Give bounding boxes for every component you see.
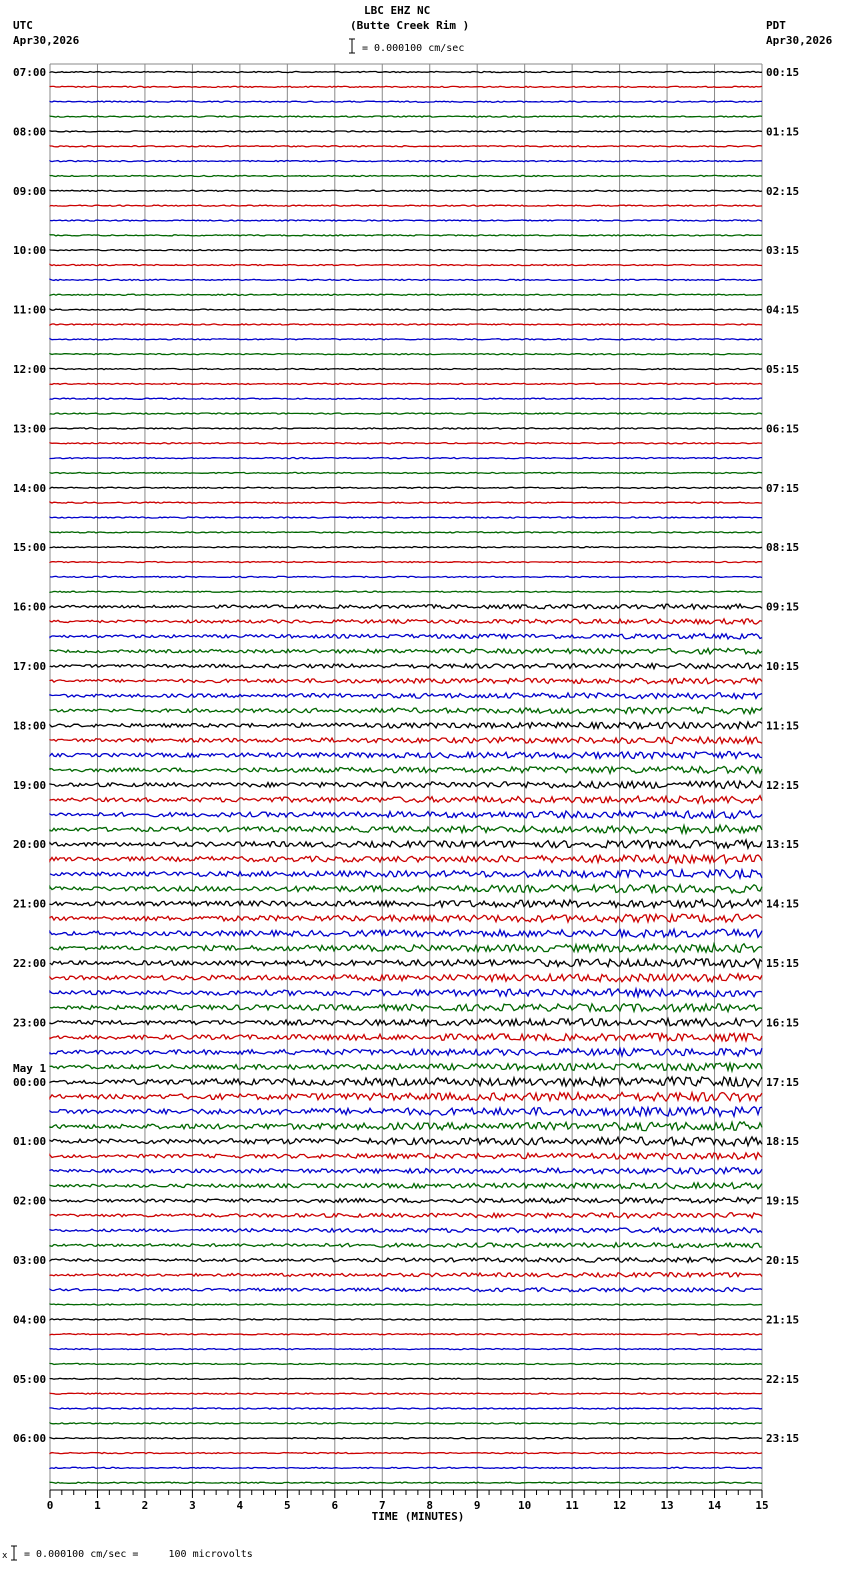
pdt-hour-label: 06:15 <box>766 422 800 436</box>
seismic-trace <box>50 190 762 191</box>
seismic-trace <box>50 383 762 384</box>
seismic-trace <box>50 1183 762 1189</box>
pdt-hour-label: 07:15 <box>766 481 800 495</box>
utc-hour-label: 17:00 <box>13 660 47 673</box>
utc-hour-label: 07:00 <box>13 66 47 79</box>
x-tick-label: 9 <box>473 1499 481 1512</box>
seismic-trace <box>50 1423 762 1424</box>
seismic-trace <box>50 146 762 147</box>
utc-hour-label: 10:00 <box>13 244 47 258</box>
seismic-trace <box>50 1243 762 1248</box>
seismic-trace <box>50 131 762 132</box>
utc-hour-label: 09:00 <box>13 184 47 198</box>
seismic-trace <box>50 1349 762 1350</box>
seismic-trace <box>50 235 762 236</box>
x-tick-label: 4 <box>236 1499 244 1512</box>
seismic-trace <box>50 1168 762 1174</box>
pdt-hour-label: 22:15 <box>766 1372 800 1386</box>
seismic-trace <box>50 368 762 369</box>
seismic-trace <box>50 502 762 503</box>
pdt-hour-label: 05:15 <box>766 363 800 376</box>
seismic-trace <box>50 443 762 444</box>
x-tick-label: 14 <box>707 1499 722 1512</box>
seismic-trace <box>50 974 762 982</box>
seismic-trace <box>50 1363 762 1364</box>
seismic-trace <box>50 220 762 221</box>
seismic-trace <box>50 116 762 117</box>
pdt-hour-label: 03:15 <box>766 244 800 258</box>
pdt-hour-label: 21:15 <box>766 1313 800 1327</box>
seismic-trace <box>50 101 762 102</box>
left-date: Apr30,2026 <box>13 34 80 47</box>
seismic-trace <box>50 547 762 548</box>
seismic-trace <box>50 205 762 206</box>
seismic-trace <box>50 532 762 533</box>
seismic-trace <box>50 1092 762 1101</box>
seismic-trace <box>50 354 762 355</box>
utc-hour-label: 03:00 <box>13 1254 47 1267</box>
seismic-trace <box>50 458 762 459</box>
seismic-trace <box>50 1137 762 1146</box>
footer-scale-text: = 0.000100 cm/sec = 100 microvolts <box>24 1549 253 1560</box>
seismic-trace <box>50 693 762 699</box>
pdt-hour-label: 04:15 <box>766 303 800 317</box>
seismic-trace <box>50 265 762 266</box>
x-tick-label: 12 <box>612 1499 627 1512</box>
pdt-hour-label: 10:15 <box>766 660 800 673</box>
pdt-hour-label: 08:15 <box>766 541 800 555</box>
date-change-label: May 1 <box>13 1061 47 1075</box>
utc-hour-label: 04:00 <box>13 1313 47 1327</box>
utc-hour-label: 22:00 <box>13 957 47 970</box>
seismic-trace <box>50 1453 762 1454</box>
time-grid <box>50 64 762 1490</box>
pdt-hour-label: 16:15 <box>766 1016 800 1030</box>
pdt-hour-label: 17:15 <box>766 1075 800 1089</box>
utc-hour-label: 21:00 <box>13 897 47 911</box>
seismic-trace <box>50 1482 762 1483</box>
seismic-trace <box>50 944 762 953</box>
seismic-trace <box>50 86 762 87</box>
utc-hour-label: 18:00 <box>13 719 47 733</box>
x-tick-label: 11 <box>565 1499 579 1512</box>
seismic-trace <box>50 1198 762 1204</box>
x-tick-label: 5 <box>284 1499 291 1512</box>
x-tick-label: 7 <box>378 1499 386 1512</box>
x-tick-label: 6 <box>331 1499 339 1512</box>
seismic-trace <box>50 1213 762 1218</box>
utc-hour-label: 19:00 <box>13 778 47 792</box>
x-tick-label: 13 <box>660 1499 674 1512</box>
seismic-trace <box>50 707 762 714</box>
pdt-hour-label: 19:15 <box>766 1194 800 1208</box>
seismic-trace <box>50 663 762 669</box>
seismic-trace <box>50 929 762 937</box>
x-tick-label: 1 <box>94 1499 101 1512</box>
x-axis-label: TIME (MINUTES) <box>371 1510 465 1523</box>
utc-hour-label: 20:00 <box>13 838 47 852</box>
seismic-trace <box>50 161 762 162</box>
seismic-trace <box>50 604 762 609</box>
right-timezone: PDT <box>766 19 786 32</box>
seismic-trace <box>50 428 762 429</box>
seismic-trace <box>50 250 762 251</box>
pdt-hour-label: 15:15 <box>766 957 800 970</box>
seismic-trace <box>50 855 762 863</box>
pdt-hour-label: 02:15 <box>766 184 800 198</box>
seismic-trace <box>50 766 762 773</box>
seismic-trace <box>50 487 762 488</box>
seismic-trace <box>50 678 762 684</box>
x-tick-label: 15 <box>755 1499 769 1512</box>
seismic-trace <box>50 885 762 893</box>
seismic-trace <box>50 619 762 624</box>
utc-hour-label: 16:00 <box>13 600 47 614</box>
seismic-trace <box>50 1273 762 1277</box>
seismic-trace <box>50 959 762 968</box>
seismic-trace <box>50 1153 762 1160</box>
seismic-trace <box>50 1304 762 1305</box>
seismic-trace <box>50 1334 762 1335</box>
seismic-trace <box>50 722 762 729</box>
trace-group <box>50 71 762 1483</box>
seismic-trace <box>50 1288 762 1292</box>
seismic-trace <box>50 472 762 473</box>
utc-hour-label: 08:00 <box>13 125 47 139</box>
x-tick-label: 10 <box>518 1499 532 1512</box>
seismic-trace <box>50 1378 762 1379</box>
station-title: LBC EHZ NC <box>364 4 431 17</box>
seismic-trace <box>50 339 762 340</box>
header-scale-text: = 0.000100 cm/sec <box>362 43 465 54</box>
utc-hour-label: 06:00 <box>13 1432 47 1446</box>
x-tick-label: 8 <box>426 1499 434 1512</box>
right-date: Apr30,2026 <box>766 34 833 47</box>
footer-marker: x <box>2 1551 8 1561</box>
pdt-hour-label: 12:15 <box>766 778 800 792</box>
seismic-trace <box>50 71 762 72</box>
utc-hour-label: 23:00 <box>13 1016 47 1030</box>
time-axis <box>47 1490 769 1523</box>
pdt-hour-label: 11:15 <box>766 719 800 733</box>
seismic-trace <box>50 294 762 295</box>
utc-hour-label: 02:00 <box>13 1194 47 1208</box>
seismic-trace <box>50 781 762 789</box>
seismic-trace <box>50 648 762 654</box>
pdt-hour-label: 23:15 <box>766 1432 800 1446</box>
seismic-trace <box>50 1077 762 1087</box>
seismic-trace <box>50 413 762 414</box>
seismic-trace <box>50 825 762 833</box>
seismic-trace <box>50 309 762 310</box>
seismic-trace <box>50 752 762 759</box>
seismic-trace <box>50 1019 762 1027</box>
pdt-hour-label: 20:15 <box>766 1254 800 1267</box>
seismic-trace <box>50 796 762 804</box>
x-tick-label: 2 <box>141 1499 149 1512</box>
seismic-trace <box>50 1319 762 1320</box>
utc-hour-label: 01:00 <box>13 1135 47 1149</box>
seismic-trace <box>50 324 762 325</box>
seismic-trace <box>50 517 762 518</box>
seismic-trace <box>50 1033 762 1041</box>
seismic-trace <box>50 562 762 563</box>
utc-hour-label: 15:00 <box>13 541 47 555</box>
seismic-trace <box>50 1048 762 1056</box>
seismic-trace <box>50 899 762 907</box>
seismic-trace <box>50 737 762 744</box>
seismic-trace <box>50 914 762 922</box>
seismic-trace <box>50 175 762 176</box>
seismic-trace <box>50 1393 762 1394</box>
pdt-hour-label: 00:15 <box>766 66 800 79</box>
seismic-trace <box>50 1438 762 1439</box>
seismic-trace <box>50 840 762 848</box>
seismic-trace <box>50 811 762 819</box>
seismic-trace <box>50 398 762 399</box>
pdt-hour-label: 18:15 <box>766 1135 800 1149</box>
seismic-trace <box>50 1063 762 1071</box>
seismic-trace <box>50 1122 762 1131</box>
station-site: (Butte Creek Rim ) <box>350 19 470 32</box>
seismic-trace <box>50 279 762 280</box>
utc-hour-label: 05:00 <box>13 1372 47 1386</box>
utc-hour-label: 11:00 <box>13 303 47 317</box>
utc-hour-label: 12:00 <box>13 363 47 376</box>
utc-hour-label: 14:00 <box>13 481 47 495</box>
x-tick-label: 0 <box>46 1499 54 1512</box>
pdt-hour-label: 13:15 <box>766 838 800 852</box>
pdt-hour-label: 01:15 <box>766 125 800 139</box>
seismic-trace <box>50 1004 762 1012</box>
seismic-trace <box>50 1408 762 1409</box>
seismic-trace <box>50 1228 762 1233</box>
x-tick-label: 3 <box>189 1499 196 1512</box>
seismic-trace <box>50 989 762 997</box>
utc-hour-label: 00:00 <box>13 1075 47 1089</box>
pdt-hour-label: 14:15 <box>766 897 800 911</box>
seismic-trace <box>50 634 762 639</box>
left-timezone: UTC <box>13 19 33 32</box>
seismic-trace <box>50 1107 762 1116</box>
pdt-hour-label: 09:15 <box>766 600 800 614</box>
seismic-trace <box>50 1467 762 1468</box>
seismic-trace <box>50 1258 762 1263</box>
utc-hour-label: 13:00 <box>13 422 47 436</box>
seismic-trace <box>50 870 762 878</box>
seismic-trace <box>50 576 762 577</box>
seismic-trace <box>50 591 762 592</box>
